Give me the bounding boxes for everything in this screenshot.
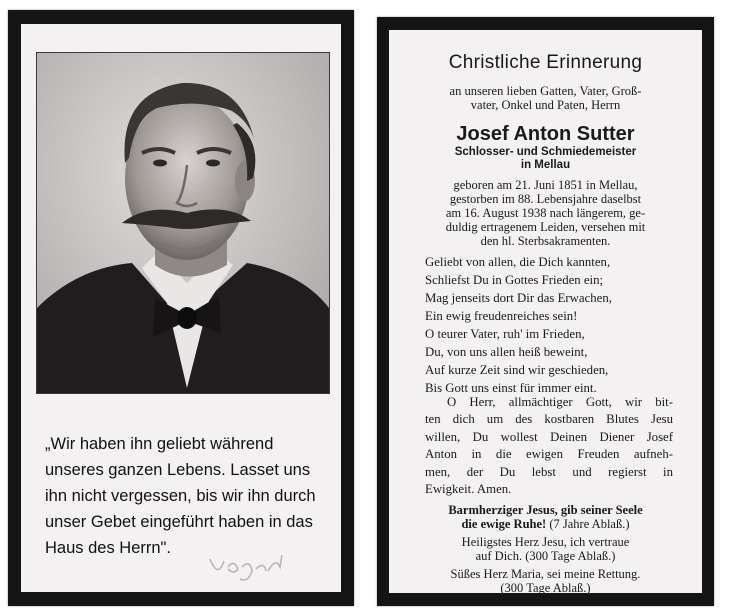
bio-line: duldig ertragenem Leiden, versehen mit [445,220,646,234]
indulgence-line: Heiligstes Herz Jesu, ich vertraue [461,535,630,549]
deceased-name: Josef Anton Sutter [456,123,635,145]
verse-line: Ein ewig freudenreiches sein! [425,309,578,323]
bio-line: am 16. August 1938 nach längerem, ge- [445,206,646,220]
indulgence-line: Barmherziger Jesus, gib seiner Seele [448,503,643,517]
quote-line: unser Gebet eingeführt haben in das [45,513,313,531]
memorial-quote [45,431,335,561]
verse-line: Du, von uns allen heiß beweint, [425,345,588,359]
prayer-line: ten dich um des kostbaren Blutes Jesu [425,412,673,427]
indulgence-line: auf Dich. (300 Tage Ablaß.) [475,549,616,563]
card-front-panel [21,24,341,592]
prayer-line: Anton in die ewigen Freuden aufneh- [425,447,673,462]
bio-line: den hl. Sterbsakramenten. [480,234,611,248]
indulgence-line: (300 Tage Ablaß.) [500,581,591,595]
memorial-card-front [8,10,354,606]
quote-line: „Wir haben ihn geliebt während [45,435,274,453]
indulgence-bold: die ewige Ruhe! [461,517,547,531]
memorial-card-back [377,17,714,606]
verse-line: Mag jenseits dort Dir das Erwachen, [425,291,612,305]
portrait-illustration [37,53,329,393]
prayer-line: men, der Du lebst und regierst in [425,464,673,479]
trade-line: in Mellau [520,159,571,171]
card-heading: Christliche Erinnerung [448,52,643,73]
quote-line: Haus des Herrn". [45,539,171,557]
verse-line: O teurer Vater, ruh' im Frieden, [425,327,585,341]
card-back-panel [389,30,702,593]
intro-line: vater, Onkel und Paten, Herrn [470,98,621,112]
photographer-signature [206,549,296,585]
indulgence-line: Süßes Herz Maria, sei meine Rettung. [450,567,641,581]
bio-line: gestorben im 88. Lebensjahre daselbst [449,192,642,206]
quote-line: ihn nicht vergessen, bis wir ihn durch [45,487,316,505]
verse-line: Bis Gott uns einst für immer eint. [425,381,597,395]
trade-line: Schlosser- und Schmiedemeister [454,146,637,158]
intro-line: an unseren lieben Gatten, Vater, Groß- [449,84,642,98]
verse-line: Schliefst Du in Gottes Frieden ein; [425,273,604,287]
verse-line: Geliebt von allen, die Dich kannten, [425,255,611,269]
portrait-photo [36,52,330,394]
prayer-line: Ewigkeit. Amen. [425,482,512,497]
prayer-text [425,394,673,498]
indulgence-line [389,517,702,531]
bio-line: geboren am 21. Juni 1851 in Mellau, [453,178,638,192]
quote-line: unseres ganzen Lebens. Lasset uns [45,461,311,479]
prayer-line: willen, Du wollest Deinen Diener Josef [425,429,673,444]
indulgence-tail: (7 Jahre Ablaß.) [546,517,630,531]
verse-line: Auf kurze Zeit sind wir geschieden, [425,363,609,377]
prayer-line: O Herr, allmächtiger Gott, wir bit- [447,395,673,409]
